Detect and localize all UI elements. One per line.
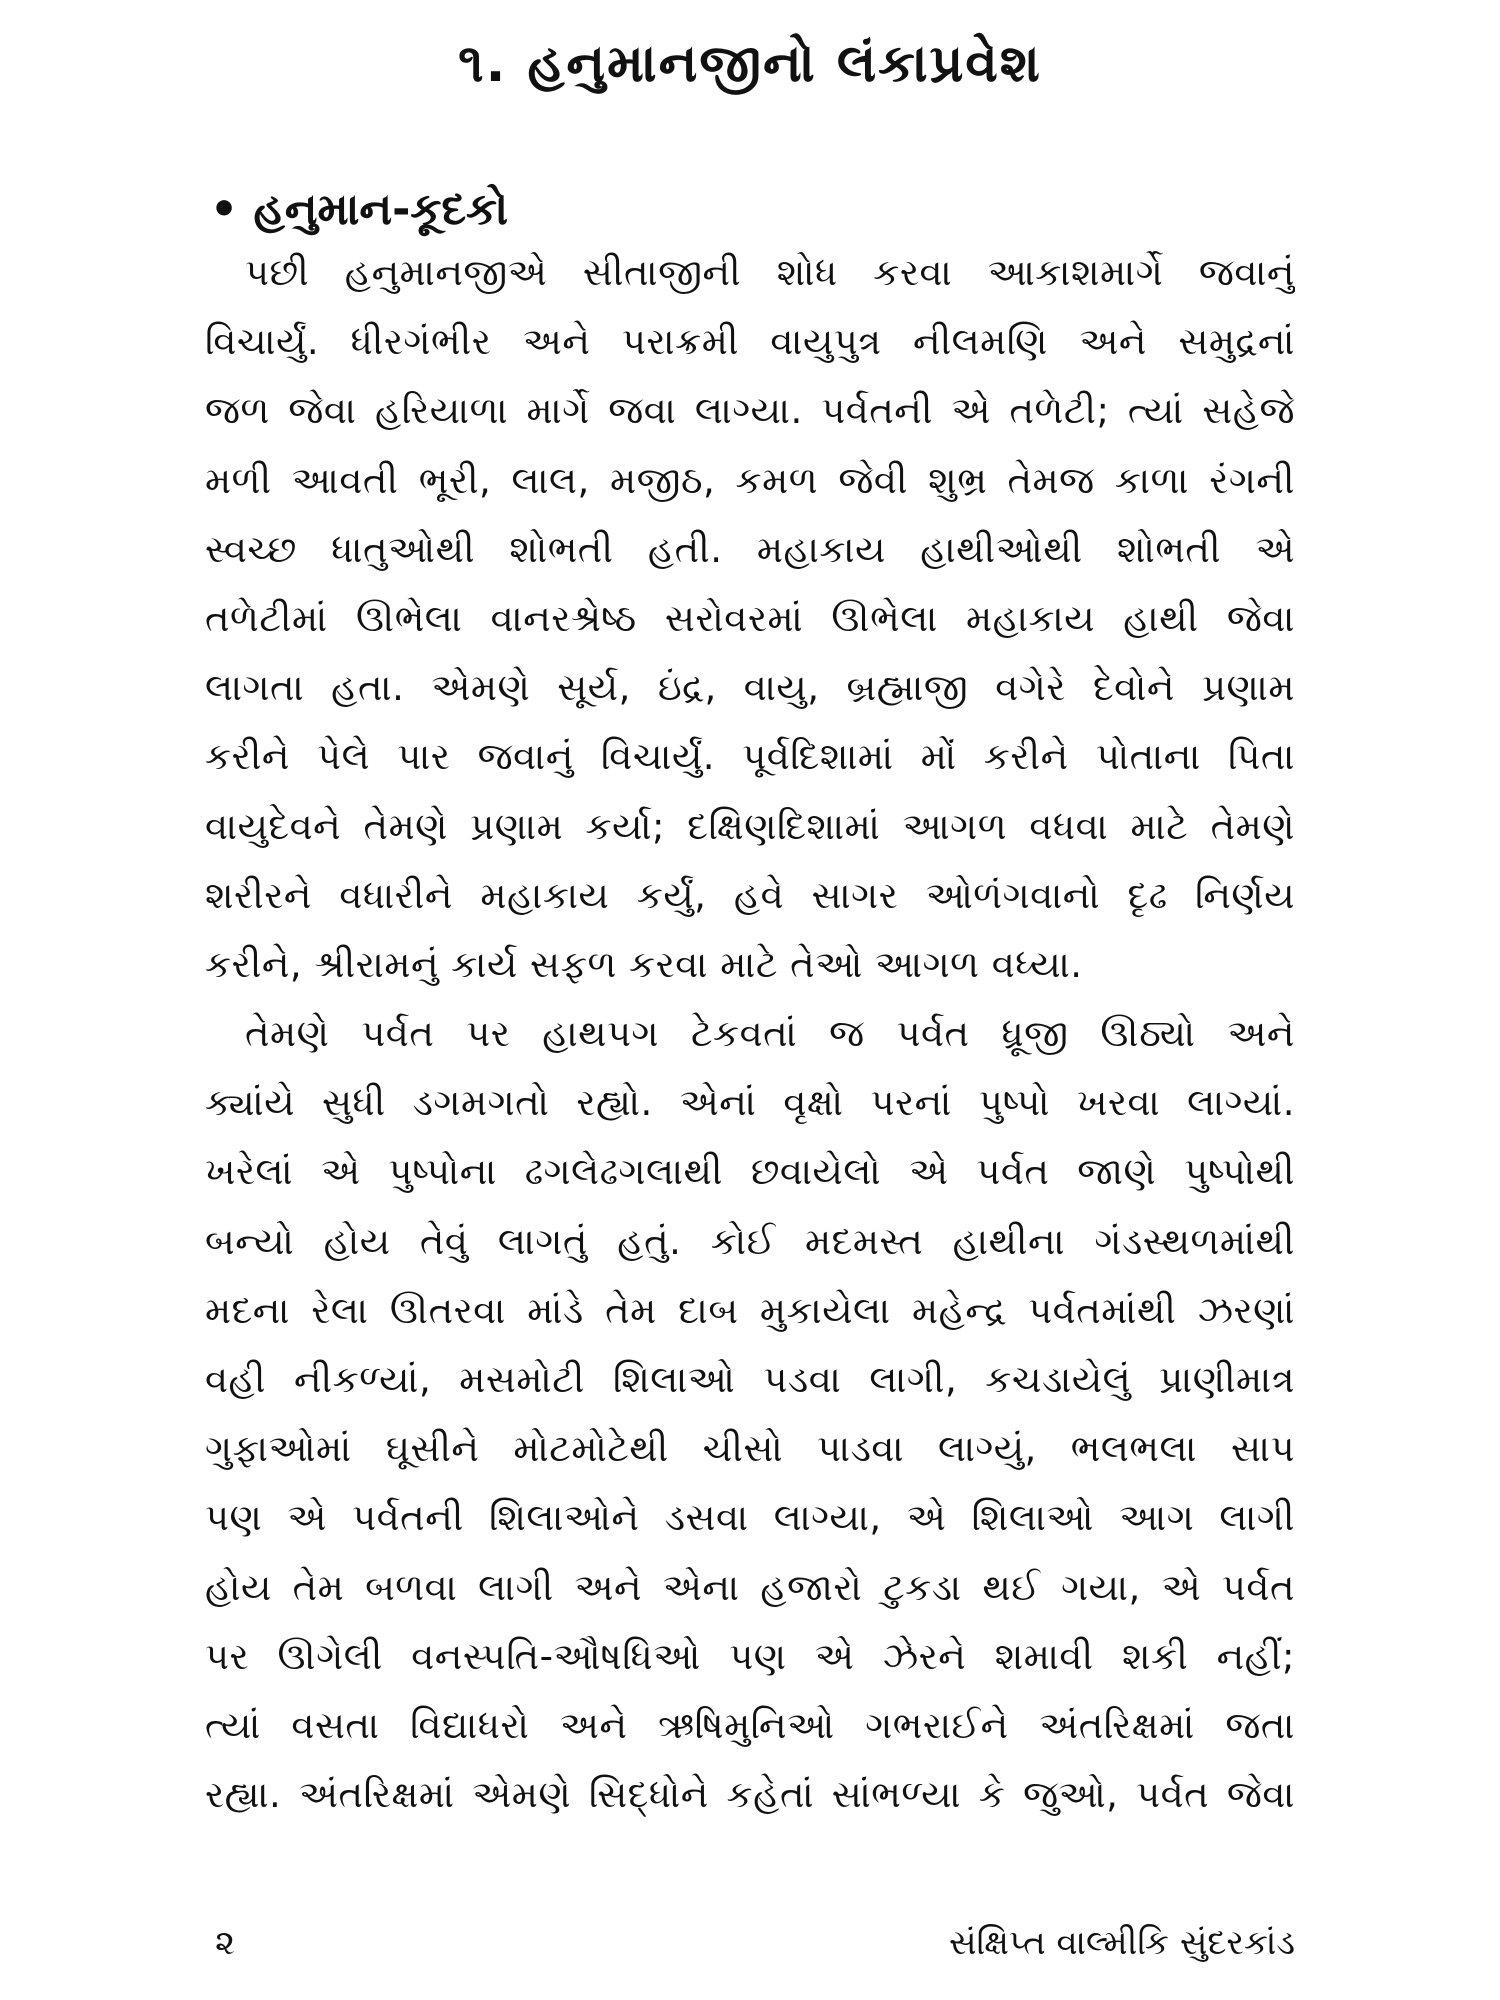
page-number: ૨	[215, 1923, 235, 1963]
text-line: કરીને, શ્રીરામનું કાર્ય સફળ કરવા માટે તેઓ આગળ વધ્યા.	[205, 942, 1083, 986]
text-line: શરીરને વધારીને મહાકાય કર્યું, હવે સાગર ઓળંગવાનો દૃઢ નિર્ણય	[205, 873, 1295, 917]
paragraph-2	[205, 999, 1295, 1829]
text-line: પણ એ પર્વતની શિલાઓને ડસવા લાગ્યા, એ શિલાઓ આગ લાગી	[205, 1496, 1295, 1540]
text-line: વહી નીકળ્યાં, મસમોટી શિલાઓ પડવા લાગી, કચડાયેલું પ્રાણીમાત્ર	[205, 1358, 1295, 1401]
text-line: ખરેલાં એ પુષ્પોના ઢગલેઢગલાથી છવાયેલો એ પર્વત જાણે પુષ્પોથી	[205, 1150, 1295, 1194]
section-heading: • હનુમાન-કૂદકો	[210, 184, 509, 235]
text-line: સ્વચ્છ ધાતુઓથી શોભતી હતી. મહાકાય હાથીઓથી શોભતી એ	[205, 527, 1295, 571]
text-line: કરીને પેલે પાર જવાનું વિચાર્યું. પૂર્વદિશામાં મોં કરીને પોતાના પિતા	[205, 735, 1295, 779]
text-line: ક્યાંયે સુધી ડગમગતો રહ્યો. એનાં વૃક્ષો પરનાં પુષ્પો ખરવા લાગ્યાં.	[205, 1081, 1295, 1125]
text-line: પછી હનુમાનજીએ સીતાજીની શોધ કરવા આકાશમાર્ગે જવાનું	[245, 251, 1295, 294]
text-line: હોય તેમ બળવા લાગી અને એના હજારો ટુકડા થઈ ગયા, એ પર્વત	[205, 1565, 1295, 1609]
text-line: મળી આવતી ભૂરી, લાલ, મજીઠ, કમળ જેવી શુભ્ર તેમજ કાળા રંગની	[205, 458, 1295, 502]
text-line: ગુફાઓમાં ઘૂસીને મોટમોટેથી ચીસો પાડવા લાગ્યું, ભલભલા સાપ	[205, 1427, 1295, 1471]
text-line: બન્યો હોય તેવું લાગતું હતું. કોઈ મદમસ્ત હાથીના ગંડસ્થળમાંથી	[205, 1219, 1295, 1263]
text-line: જળ જેવા હરિયાળા માર્ગે જવા લાગ્યા. પર્વતની એ તળેટી; ત્યાં સહેજે	[205, 389, 1295, 433]
text-line: વાયુદેવને તેમણે પ્રણામ કર્યા; દક્ષિણદિશામાં આગળ વધવા માટે તેમણે	[205, 804, 1295, 848]
text-line: તેમણે પર્વત પર હાથપગ ટેકવતાં જ પર્વત ધ્રૂજી ઊઠ્યો અને	[245, 1012, 1295, 1056]
text-line: મદના રેલા ઊતરવા માંડે તેમ દાબ મુકાયેલા મહેન્દ્ર પર્વતમાંથી ઝરણાં	[205, 1288, 1295, 1332]
text-line: તળેટીમાં ઊભેલા વાનરશ્રેષ્ઠ સરોવરમાં ઊભેલા મહાકાય હાથી જેવા	[205, 596, 1295, 640]
text-line: ત્યાં વસતા વિદ્યાધરો અને ઋષિમુનિઓ ગભરાઈને અંતરિક્ષમાં જતા	[205, 1703, 1295, 1747]
text-line: પર ઊગેલી વનસ્પતિ-ઔષધિઓ પણ એ ઝેરને શમાવી શકી નહીં;	[205, 1634, 1295, 1678]
page-body	[205, 182, 1295, 1829]
text-line: રહ્યા. અંતરિક્ષમાં એમણે સિદ્ધોને કહેતાં સાંભળ્યા કે જુઓ, પર્વત જેવા	[205, 1773, 1295, 1817]
page-footer	[215, 1918, 1295, 1968]
text-line: લાગતા હતા. એમણે સૂર્ય, ઇંદ્ર, વાયુ, બ્રહ્માજી વગેરે દેવોને પ્રણામ	[205, 666, 1295, 710]
chapter-title: ૧. હનુમાનજીનો લંકાપ્રવેશ	[458, 34, 1042, 94]
book-title: સંક્ષિપ્ત વાલ્મીકિ સુંદરકાંડ	[949, 1923, 1295, 1963]
paragraph-1	[205, 238, 1295, 999]
text-line: વિચાર્યું. ધીરગંભીર અને પરાક્રમી વાયુપુત્ર નીલમણિ અને સમુદ્રનાં	[205, 320, 1295, 364]
